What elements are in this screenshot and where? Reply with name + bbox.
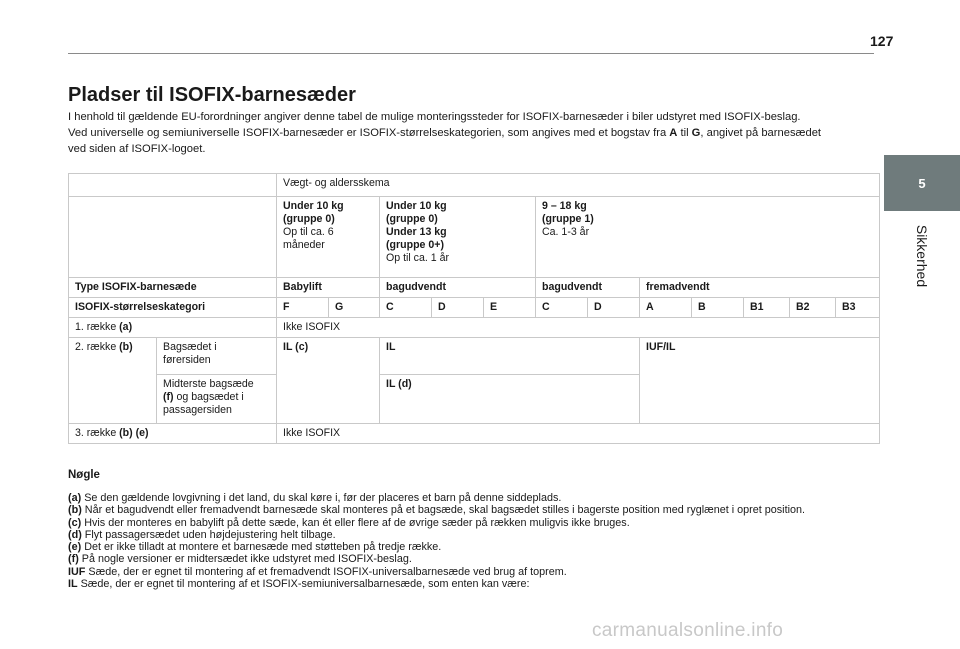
row-ref: (a) bbox=[119, 321, 133, 333]
table-cell bbox=[69, 174, 277, 197]
table-row bbox=[69, 338, 880, 375]
key-item bbox=[68, 529, 878, 541]
isofix-table bbox=[68, 173, 880, 444]
type-forward-facing: fremadvendt bbox=[640, 278, 880, 298]
group-name: (gruppe 0+) bbox=[386, 239, 444, 251]
key-ref: (b) bbox=[68, 504, 82, 517]
key-item bbox=[68, 553, 878, 565]
group-weight: Under 10 kg bbox=[386, 200, 447, 212]
key-text: Når et bagudvendt eller fremadvendt barnesæde skal monteres på et bagsæde, skal bagsædet stilles i bagerste position med ryglænet i opret position. bbox=[81, 504, 805, 517]
key-section bbox=[68, 469, 878, 590]
seat-text: og bagsædet i bbox=[173, 391, 244, 403]
table-row bbox=[69, 318, 880, 338]
key-ref: (c) bbox=[68, 516, 82, 529]
seat-text: Midterste bagsæde bbox=[163, 378, 254, 390]
chapter-number: 5 bbox=[918, 175, 926, 191]
intro-text bbox=[68, 109, 868, 157]
key-item bbox=[68, 578, 878, 590]
size-category: E bbox=[484, 298, 536, 318]
intro-line-1: I henhold til gældende EU-forordninger angiver denne tabel de mulige monteringssteder for ISOFIX-barnesæder i biler udstyret med ISOFIX-beslag. bbox=[68, 111, 801, 123]
key-item bbox=[68, 566, 878, 578]
top-rule bbox=[68, 53, 874, 54]
group-weight: 9 – 18 kg bbox=[542, 200, 587, 212]
key-ref: (f) bbox=[68, 553, 79, 566]
intro-letter-g: G bbox=[691, 127, 701, 139]
group-1 bbox=[536, 197, 880, 278]
key-ref: IUF bbox=[68, 565, 86, 578]
rear-facing-value: IL bbox=[380, 338, 640, 375]
key-text: Sæde, der er egnet til montering af et fremadvendt ISOFIX-universalbarnesæde ved brug af toprem. bbox=[85, 565, 567, 578]
group-0-plus bbox=[380, 197, 536, 278]
group-name: (gruppe 1) bbox=[542, 213, 594, 225]
group-0-babylift bbox=[277, 197, 380, 278]
seat-text: Bagsædet i bbox=[163, 341, 217, 353]
key-ref: IL bbox=[68, 578, 78, 591]
group-weight: Under 10 kg bbox=[283, 200, 344, 212]
babylift-value: IL (c) bbox=[277, 338, 380, 424]
row-2-label bbox=[69, 338, 157, 424]
intro-line-3: ved siden af ISOFIX-logoet. bbox=[68, 143, 206, 155]
group-name: (gruppe 0) bbox=[283, 213, 335, 225]
group-weight: Under 13 kg bbox=[386, 226, 447, 238]
size-category: B1 bbox=[744, 298, 790, 318]
page-number: 127 bbox=[870, 33, 894, 49]
table-row bbox=[69, 424, 880, 444]
key-item bbox=[68, 492, 878, 504]
row-3-label bbox=[69, 424, 277, 444]
size-category: B bbox=[692, 298, 744, 318]
row-3-value: Ikke ISOFIX bbox=[277, 424, 880, 444]
weight-age-header: Vægt- og aldersskema bbox=[277, 174, 880, 197]
size-category: A bbox=[640, 298, 692, 318]
key-text: Sæde, der er egnet til montering af et ISOFIX-semiuniversalbarnesæde, som enten kan være: bbox=[77, 578, 530, 591]
group-age: Op til ca. 6 bbox=[283, 226, 334, 238]
table-cell bbox=[69, 197, 277, 278]
rear-facing-value: IL (d) bbox=[380, 375, 640, 424]
table-row bbox=[69, 298, 880, 318]
type-rear-facing: bagudvendt bbox=[380, 278, 536, 298]
key-ref: (e) bbox=[68, 541, 82, 554]
intro-to: til bbox=[677, 127, 692, 139]
seat-text: førersiden bbox=[163, 354, 211, 366]
row-2-driver-side bbox=[157, 338, 277, 375]
watermark[interactable]: carmanualsonline.info bbox=[592, 620, 784, 641]
size-category: D bbox=[588, 298, 640, 318]
size-label: ISOFIX-størrelseskategori bbox=[69, 298, 277, 318]
row-ref: (b) (e) bbox=[119, 427, 149, 439]
row-label-text: 3. række bbox=[75, 427, 120, 439]
seat-ref: (f) bbox=[163, 391, 174, 403]
intro-letter-a: A bbox=[669, 127, 678, 139]
table-row bbox=[69, 278, 880, 298]
key-ref: (d) bbox=[68, 528, 82, 541]
key-text: Se den gældende lovgivning i det land, du skal køre i, før der placeres et barn på denne siddeplads. bbox=[81, 492, 562, 504]
group-age: Ca. 1-3 år bbox=[542, 226, 590, 238]
key-item bbox=[68, 504, 878, 516]
type-babylift: Babylift bbox=[277, 278, 380, 298]
row-1-value: Ikke ISOFIX bbox=[277, 318, 880, 338]
group-age: måneder bbox=[283, 239, 325, 251]
size-category: B3 bbox=[836, 298, 880, 318]
row-label-text: 2. række bbox=[75, 341, 120, 353]
seat-text: passagersiden bbox=[163, 404, 232, 416]
key-text: Hvis der monteres en babylift på dette sæde, kan ét eller flere af de øvrige sæder på rækken muligvis ikke bruges. bbox=[81, 516, 630, 529]
size-category: D bbox=[432, 298, 484, 318]
size-category: C bbox=[380, 298, 432, 318]
key-item bbox=[68, 517, 878, 529]
row-1-label bbox=[69, 318, 277, 338]
group-age: Op til ca. 1 år bbox=[386, 252, 449, 264]
size-category: C bbox=[536, 298, 588, 318]
key-ref: (a) bbox=[68, 492, 82, 504]
table-row bbox=[69, 174, 880, 197]
type-rear-facing: bagudvendt bbox=[536, 278, 640, 298]
page-title: Pladser til ISOFIX-barnesæder bbox=[68, 84, 356, 106]
key-text: På nogle versioner er midtersædet ikke udstyret med ISOFIX-beslag. bbox=[78, 553, 412, 566]
chapter-label: Sikkerhed bbox=[914, 224, 930, 288]
chapter-tab[interactable] bbox=[884, 155, 960, 211]
intro-line-2: Ved universelle og semiuniverselle ISOFIX-barnesæder er ISOFIX-størrelseskategorien, som angives med et bogstav fra bbox=[68, 127, 670, 139]
type-label: Type ISOFIX-barnesæde bbox=[69, 278, 277, 298]
forward-facing-value: IUF/IL bbox=[640, 338, 880, 424]
intro-line-2-end: , angivet på barnesædet bbox=[700, 127, 822, 139]
row-ref: (b) bbox=[119, 341, 133, 353]
table-row bbox=[69, 197, 880, 278]
group-name: (gruppe 0) bbox=[386, 213, 438, 225]
size-category: G bbox=[329, 298, 380, 318]
key-text: Flyt passagersædet uden højdejustering helt tilbage. bbox=[81, 528, 336, 541]
row-2-passenger-side bbox=[157, 375, 277, 424]
key-item bbox=[68, 541, 878, 553]
row-label-text: 1. række bbox=[75, 321, 120, 333]
size-category: B2 bbox=[790, 298, 836, 318]
key-title: Nøgle bbox=[68, 469, 100, 481]
size-category: F bbox=[277, 298, 329, 318]
key-text: Det er ikke tilladt at montere et barnesæde med støtteben på tredje række. bbox=[81, 541, 442, 554]
